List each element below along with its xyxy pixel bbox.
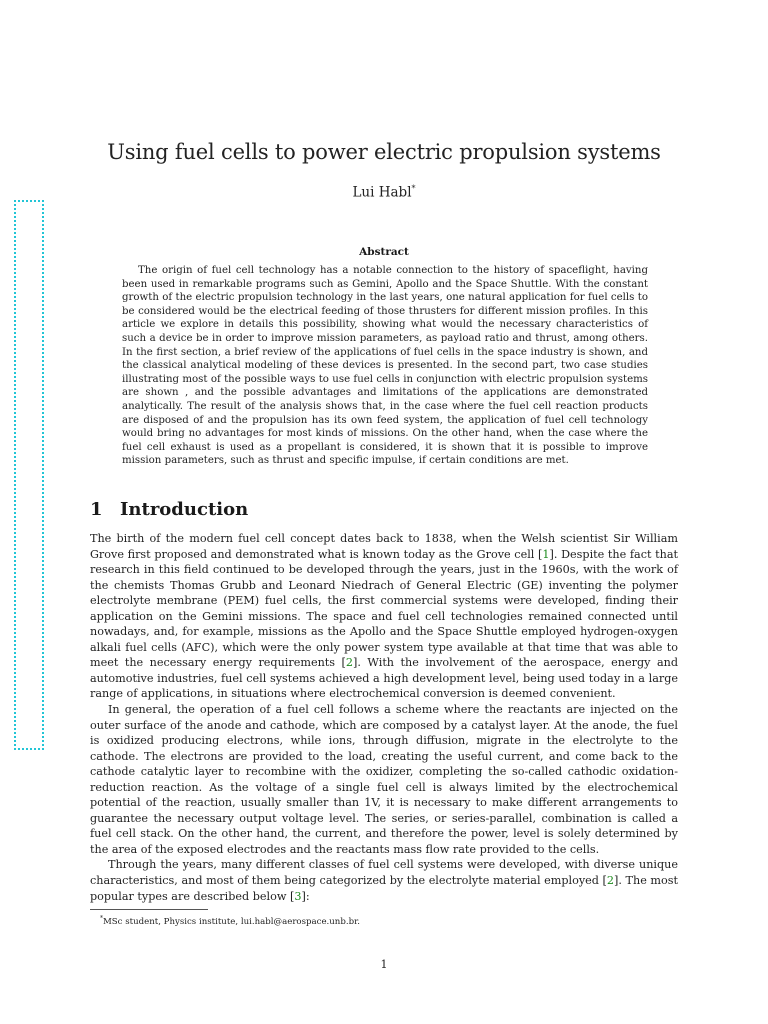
footnote: [100, 915, 360, 927]
citation-link[interactable]: 2: [345, 656, 354, 670]
paragraph-text: ]:: [301, 889, 310, 903]
abstract-text: The origin of fuel cell technology has a notable connection to the history of spaceflight, having been used in remarkable programs such as Gemini, Apollo and the Space Shuttle. With the constant growth of the electric propulsion technology in the last years, one natural application for fuel cells to be considered would be the electrical feeding of those thrusters for different mission profiles. In this article we explore in details this possibility, showing what would the necessary characteristics of such a device be in order to improve mission parameters, as payload ratio and thrust, among others. In the first section, a brief review of the applications of fuel cells in the space industry is shown, and the classical analytical modeling of these devices is presented. In the second part, two case studies illustrating most of the possible ways to use fuel cells in conjunction with electric propulsion systems are shown , and the possible advantages and limitations of the applications are demonstrated analytically. The result of the analysis shows that, in the case where the fuel cell reaction products are disposed of and the propulsion has its own feed system, the application of fuel cell technology would bring no advantages for most kinds of missions. On the other hand, when the case where the fuel cell exhaust is used as a propellant is considered, it is shown that it is possible to improve mission parameters, such as thrust and specific impulse, if certain conditions are met.: [122, 265, 648, 467]
citation-link[interactable]: 1: [542, 547, 550, 561]
citation-link[interactable]: 3: [294, 889, 302, 903]
paper-title: Using fuel cells to power electric propulsion systems: [107, 140, 661, 164]
paragraph: In general, the operation of a fuel cell follows a scheme where the reactants are injected on the outer surface of the anode and cathode, which are composed by a catalyst layer. At the anode, the fuel is oxidized producing electrons, while ions, through diffusion, migrate in the electrolyte to the cathode. The electrons are provided to the load, creating the useful current, and come back to the cathode catalytic layer to recombine with the oxidizer, completing the so-called cathodic oxidation-reduction reaction. As the voltage of a single fuel cell is always limited by the electrochemical potential of the reaction, usually smaller than 1V, it is necessary to make different arrangements to guarantee the necessary output voltage level. The series, or series-parallel, combination is called a fuel cell stack. On the other hand, the current, and therefore the power, level is solely determined by the area of the exposed electrodes and the reactants mass flow rate provided to the cells.: [90, 703, 678, 856]
paragraph-text: ]. The most popular types are described below [: [90, 874, 678, 903]
paragraph-text: ]. Despite the fact that research in this field continued to be developed through the years, just in the 1960s, with the work of the chemists Thomas Grubb and Leonard Niedrach of General Electric (GE) inventing the polymer electrolyte membrane (PEM) fuel cells, the first commercial systems were developed, finding their application on the Gemini missions. The space and fuel cell technologies remained connected until nowadays, and, for example, missions as the Apollo and the Space Shuttle employed hydrogen-oxygen alkali fuel cells (AFC), which were the only power system type available at that time that was able to meet the necessary energy requirements [: [90, 547, 678, 670]
footnote-mark: *: [100, 915, 103, 922]
margin-annotation-box: [14, 200, 44, 750]
author-line: [0, 184, 768, 201]
section-number: 1: [90, 499, 103, 520]
paragraph-text: ]. With the involvement of the aerospace, energy and automotive industries, fuel cell systems achieved a high development level, being used today in a large range of applications, in situations where electrochemical conversion is deemed convenient.: [90, 656, 678, 701]
paragraph: [90, 857, 678, 904]
abstract-heading: Abstract: [359, 246, 409, 258]
paragraph: [90, 531, 678, 702]
author-footnote-mark: *: [411, 184, 416, 193]
author-name: Lui Habl: [352, 184, 412, 201]
paragraph-text: Through the years, many different classes of fuel cell systems were developed, with diverse unique characteristics, and most of them being categorized by the electrolyte material employed [: [90, 858, 678, 888]
citation-link[interactable]: 2: [606, 874, 615, 888]
footnote-rule: [90, 909, 208, 910]
section-title: Introduction: [120, 499, 249, 520]
footnote-text: MSc student, Physics institute, lui.habl@aerospace.unb.br.: [103, 916, 360, 927]
section-heading: [90, 499, 248, 520]
body-text: [90, 531, 678, 904]
page-number: 1: [380, 958, 388, 971]
paragraph-text: The birth of the modern fuel cell concept dates back to 1838, when the Welsh scientist Sir William Grove first proposed and demonstrated what is known today as the Grove cell [: [90, 532, 678, 561]
